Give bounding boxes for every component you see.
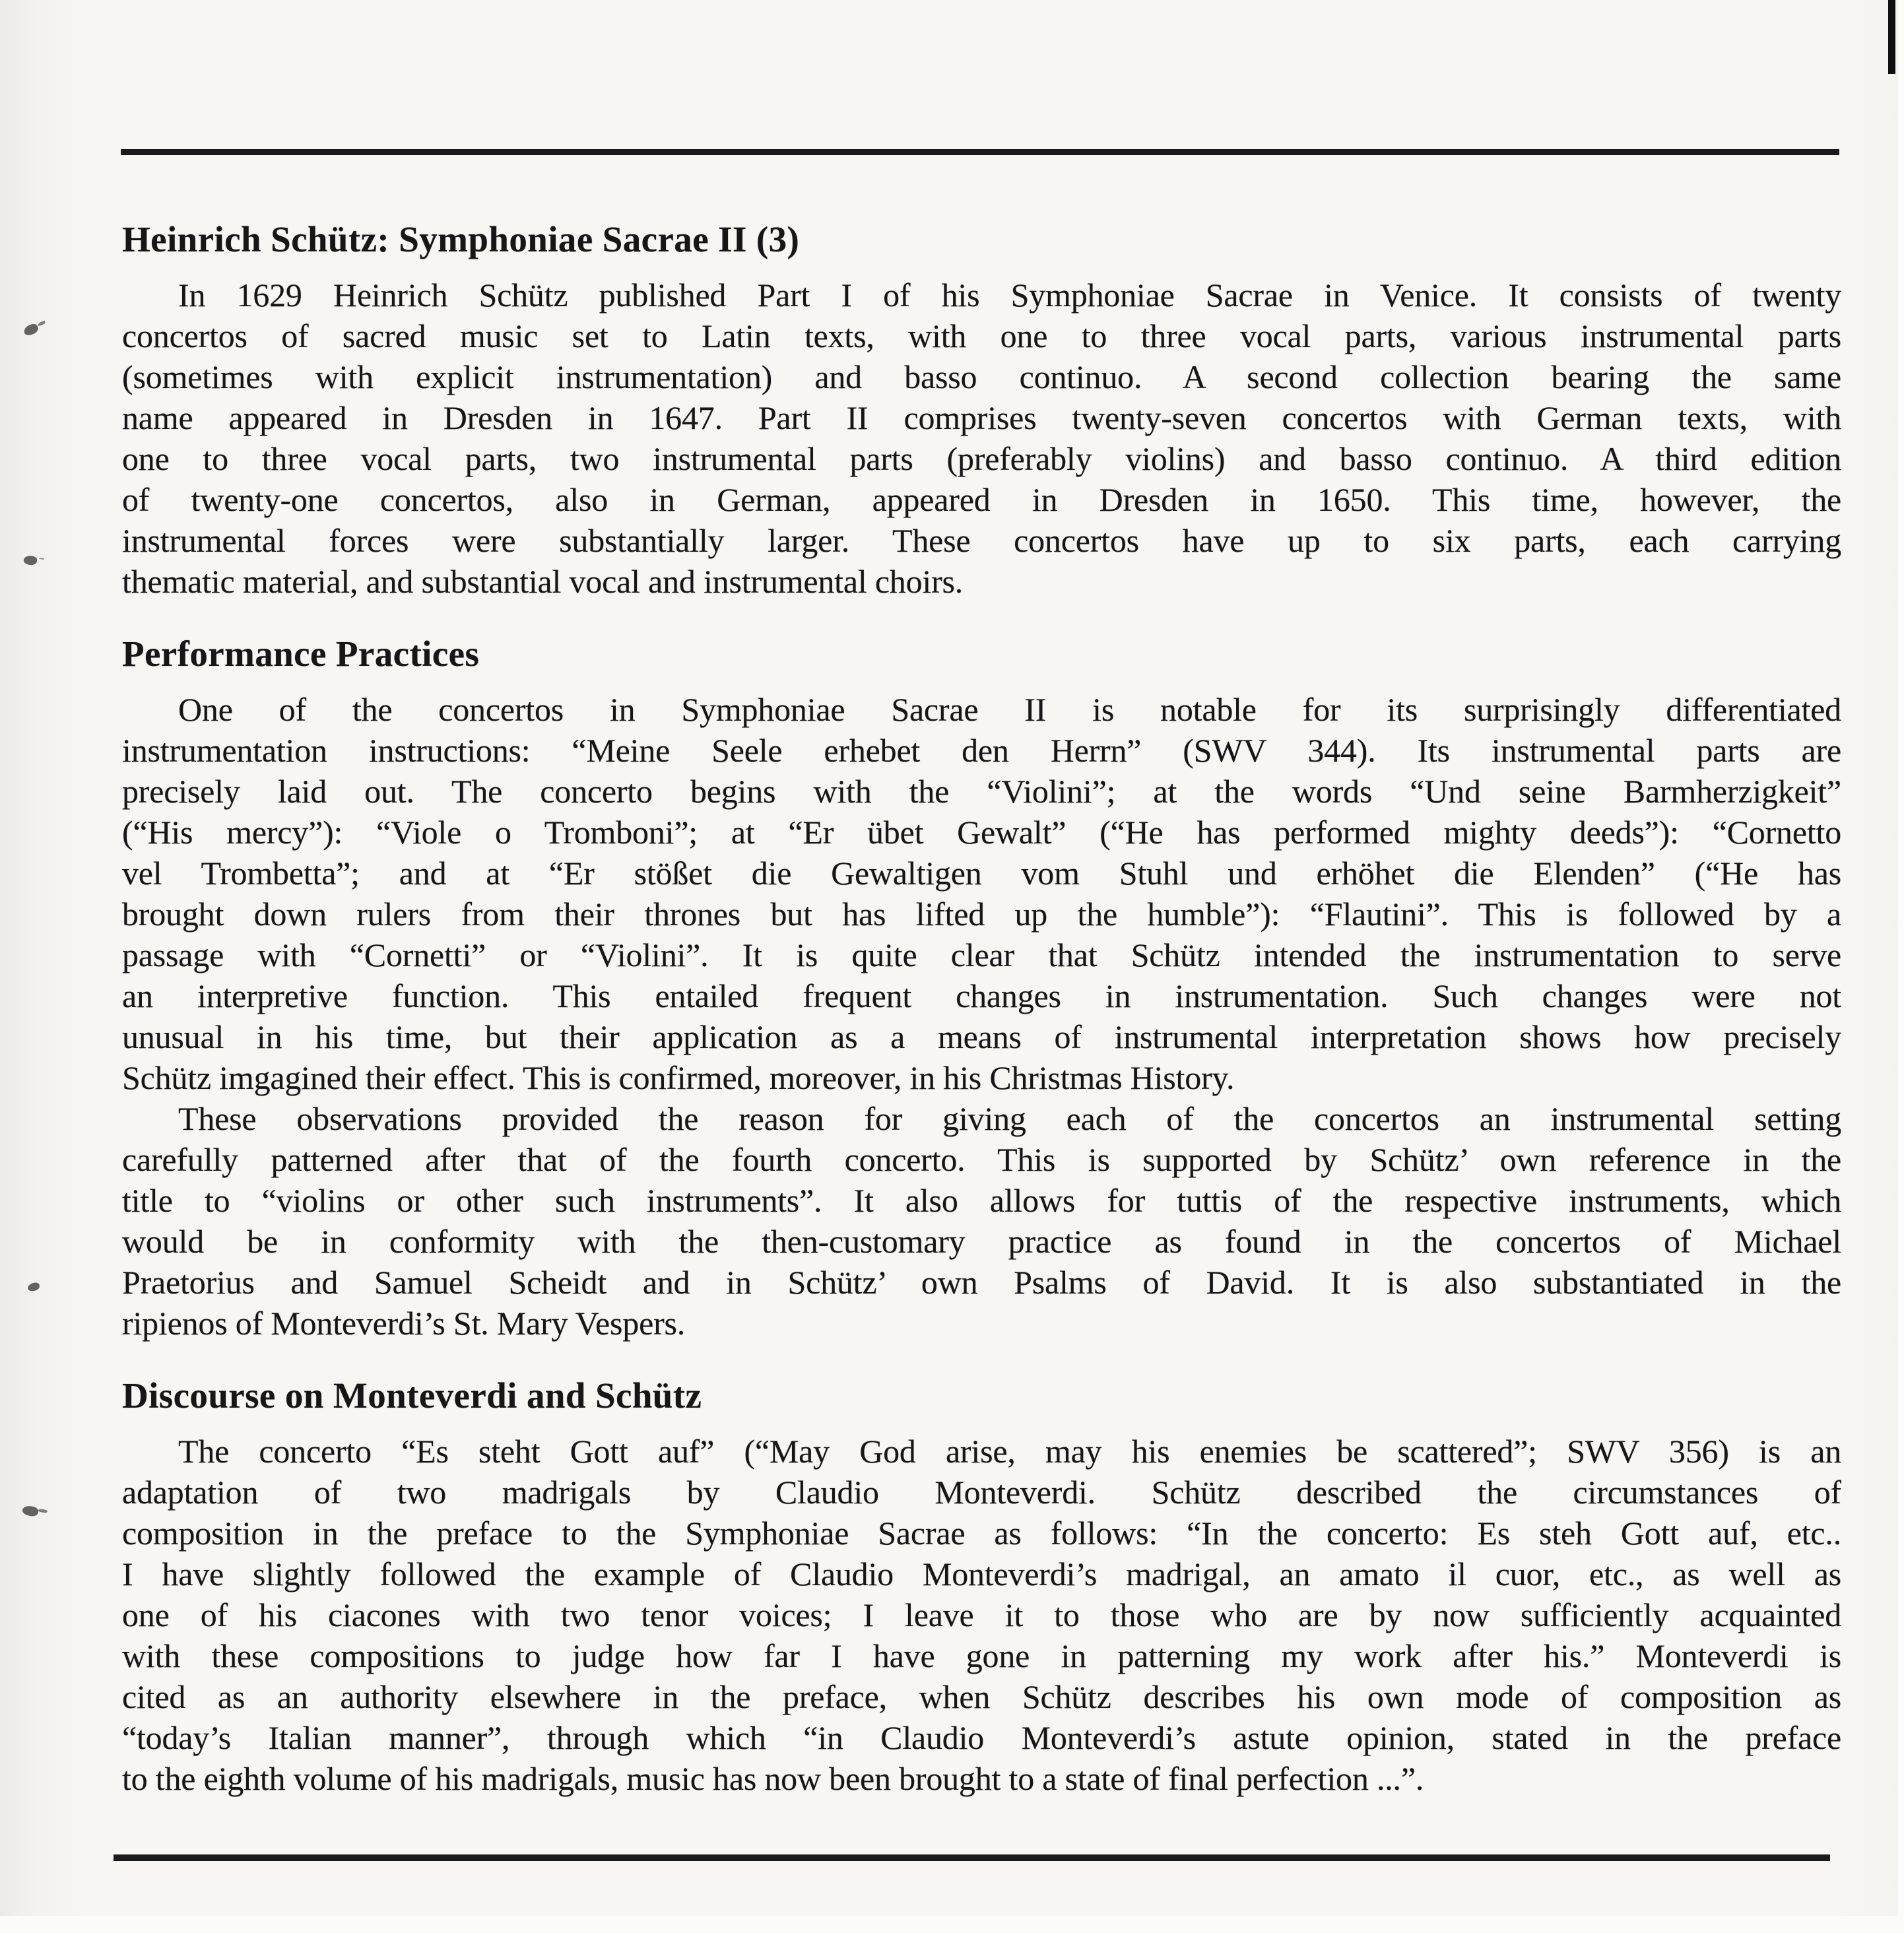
paragraph (122, 1431, 1841, 1799)
text-line: instrumentation instructions: “Meine Seele erhebet den Herrn” (SWV 344). Its instrumental parts are (122, 732, 1841, 769)
text-line: Schütz imgagined their effect. This is confirmed, moreover, in his Christmas History. (122, 1059, 1235, 1096)
scan-corner-bar (1888, 0, 1895, 74)
stray-ink-mark (23, 554, 38, 566)
text-line: with these compositions to judge how far I have gone in patterning my work after his.” Monteverdi is (122, 1637, 1841, 1674)
text-line: an interpretive function. This entailed frequent changes in instrumentation. Such changes were not (122, 977, 1841, 1014)
text-line: brought down rulers from their thrones but has lifted up the humble”): “Flautini”. This is followed by a (122, 896, 1841, 933)
text-line: cited as an authority elsewhere in the preface, when Schütz describes his own mode of composition as (122, 1678, 1841, 1715)
stray-ink-mark (21, 1504, 39, 1518)
section-heading: Discourse on Monteverdi and Schütz (122, 1375, 702, 1416)
text-line: (sometimes with explicit instrumentation) and basso continuo. A second collection bearing the same (122, 358, 1841, 395)
page-right-edge (1898, 0, 1904, 1933)
text-line: ripienos of Monteverdi’s St. Mary Vespers. (122, 1305, 686, 1342)
paragraph (122, 1098, 1841, 1344)
text-line: In 1629 Heinrich Schütz published Part I of his Symphoniae Sacrae in Venice. It consists of twenty (178, 277, 1841, 313)
bottom-rule (114, 1854, 1830, 1861)
text-line: would be in conformity with the then-customary practice as found in the concertos of Michael (122, 1223, 1841, 1260)
text-line: name appeared in Dresden in 1647. Part II comprises twenty-seven concertos with German texts, with (122, 399, 1841, 436)
text-line: title to “violins or other such instruments”. It also allows for tuttis of the respective instruments, which (122, 1182, 1841, 1219)
text-line: “today’s Italian manner”, through which “in Claudio Monteverdi’s astute opinion, stated in the preface (122, 1719, 1841, 1756)
page-content (122, 218, 1841, 1799)
text-line: to the eighth volume of his madrigals, music has now been brought to a state of final perfection ...”. (122, 1760, 1424, 1797)
text-line: The concerto “Es steht Gott auf” (“May God arise, may his enemies be scattered”; SWV 356) is an (178, 1433, 1841, 1470)
text-line: These observations provided the reason for giving each of the concertos an instrumental setting (178, 1100, 1841, 1137)
text-line: I have slightly followed the example of Claudio Monteverdi’s madrigal, an amato il cuor, etc., as well as (122, 1556, 1841, 1592)
text-line: composition in the preface to the Symphoniae Sacrae as follows: “In the concerto: Es steh Gott auf, etc.. (122, 1515, 1841, 1552)
page-bottom-edge (0, 1916, 1904, 1933)
section-heading: Performance Practices (122, 634, 480, 674)
text-line: of twenty-one concertos, also in German, appeared in Dresden in 1650. This time, however, the (122, 481, 1841, 518)
text-line: (“His mercy”): “Viole o Tromboni”; at “Er übet Gewalt” (“He has performed mighty deeds”): “Cornetto (122, 814, 1841, 851)
text-line: carefully patterned after that of the fourth concerto. This is supported by Schütz’ own reference in the (122, 1141, 1841, 1178)
text-line: adaptation of two madrigals by Claudio Monteverdi. Schütz described the circumstances of (122, 1474, 1841, 1511)
text-line: thematic material, and substantial vocal and instrumental choirs. (122, 563, 964, 600)
paragraph (122, 275, 1841, 602)
page-title: Heinrich Schütz: Symphoniae Sacrae II (3) (122, 219, 800, 259)
text-line: one to three vocal parts, two instrumental parts (preferably violins) and basso continuo. A third edition (122, 440, 1841, 477)
text-line: precisely laid out. The concerto begins with the “Violini”; at the words “Und seine Barmherzigkeit” (122, 773, 1841, 810)
text-line: unusual in his time, but their application as a means of instrumental interpretation shows how precisely (122, 1018, 1841, 1055)
text-line: Praetorius and Samuel Scheidt and in Schütz’ own Psalms of David. It is also substantiated in the (122, 1264, 1841, 1301)
paragraph (122, 689, 1841, 1098)
text-line: concertos of sacred music set to Latin texts, with one to three vocal parts, various instrumental parts (122, 317, 1841, 354)
stray-ink-mark (22, 323, 40, 337)
text-line: instrumental forces were substantially larger. These concertos have up to six parts, each carrying (122, 522, 1841, 559)
text-line: passage with “Cornetti” or “Violini”. It is quite clear that Schütz intended the instrumentation to serve (122, 936, 1841, 973)
text-line: vel Trombetta”; and at “Er stößet die Gewaltigen vom Stuhl und erhöhet die Elenden” (“He has (122, 855, 1841, 892)
text-line: One of the concertos in Symphoniae Sacrae II is notable for its surprisingly differentiated (178, 691, 1841, 728)
text-line: one of his ciacones with two tenor voices; I leave it to those who are by now sufficiently acquainted (122, 1596, 1841, 1633)
stray-ink-mark (27, 1282, 40, 1292)
top-rule (121, 149, 1839, 155)
